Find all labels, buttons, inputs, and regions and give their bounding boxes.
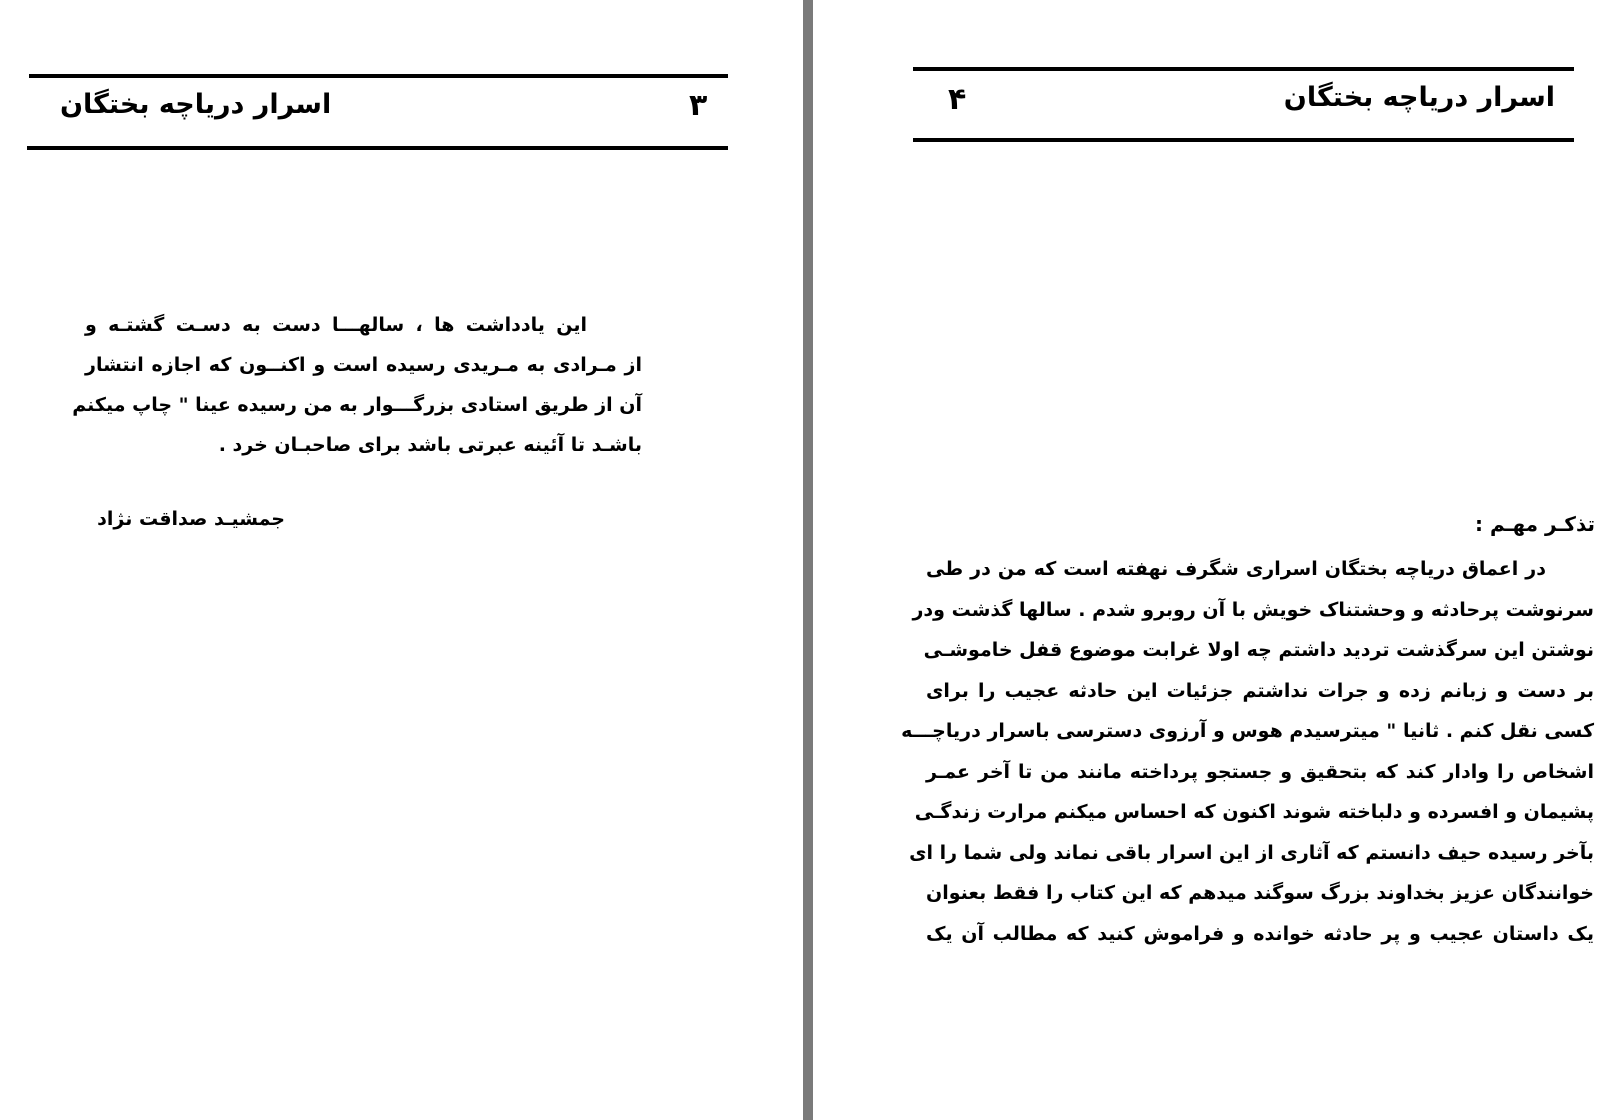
book-gutter bbox=[803, 0, 813, 1120]
body-line: بآخر رسیده حیف دانستم که آثاری از این اسرار باقی نماند ولی شما را ای bbox=[909, 841, 1594, 864]
running-header-title: اسرار دریاچه بختگان bbox=[1283, 82, 1555, 113]
body-line: در اعماق دریاچه‌ بختگان اسراری شگرف نهفته است که من در طی bbox=[926, 558, 1546, 580]
header-bottom-rule bbox=[27, 146, 728, 150]
left-page bbox=[0, 0, 803, 1120]
body-line: از مـرادی به مـریدی رسیده است و اکنــون که اجازه‌ انتشار bbox=[85, 354, 642, 376]
right-page bbox=[813, 0, 1617, 1120]
body-line: کسی نقل کنم . ثانیا " میترسیدم هوس و آرزوی دسترسی باسرار دریاچـــه bbox=[901, 720, 1594, 742]
running-header-title: اسرار دریاچه بختگان bbox=[60, 89, 332, 120]
body-line: سرنوشت پرحادثه و وحشتناک خویش با آن روبرو شدم . سالها گذشت ودر bbox=[912, 598, 1594, 621]
section-heading: تذکـر مهـم : bbox=[1475, 512, 1595, 536]
body-text bbox=[901, 549, 1594, 954]
body-line: یک داستان عجیب و پر حادثه خوانده و فراموش کنید که مطالب آن یک bbox=[926, 922, 1594, 945]
header-top-rule bbox=[913, 67, 1574, 71]
body-line: خوانندگان عزیز بخداوند بزرگ سوگند میدهم که این کتاب را فقط بعنوان bbox=[926, 882, 1594, 904]
body-line: باشـد تا آئینه‌ عبرتی باشد برای صاحبـان خرد . bbox=[218, 434, 642, 456]
header-bottom-rule bbox=[913, 138, 1574, 142]
header-top-rule bbox=[29, 74, 728, 78]
page-number: ۳ bbox=[689, 88, 708, 123]
author-signature: جمشیـد صداقت نژاد bbox=[97, 508, 285, 530]
body-line: اشخاص را وادار کند که بتحقیق و جستجو پرداخته مانند من تا آخر عمـر bbox=[926, 760, 1594, 783]
body-line: این یادداشت ها ، سالهـــا دست به دسـت گشتـه و bbox=[85, 314, 587, 336]
body-text bbox=[72, 305, 642, 465]
body-line: بر دست و زبانم زده و جرات نداشتم جزئیات این حادثه عجیب را برای bbox=[926, 679, 1594, 702]
body-line: آن از طریق استادی بزرگـــوار به من رسیده عینا " چاپ میکنم bbox=[72, 394, 642, 416]
page-number: ۴ bbox=[948, 82, 967, 117]
body-line: نوشتن این سرگذشت تردید داشتم چه اولا غرابت موضوع قفل خاموشـی bbox=[923, 639, 1594, 661]
body-line: پشیمان و افسرده و دلباخته شوند اکنون که احساس میکنم مرارت زندگـی bbox=[914, 801, 1594, 823]
